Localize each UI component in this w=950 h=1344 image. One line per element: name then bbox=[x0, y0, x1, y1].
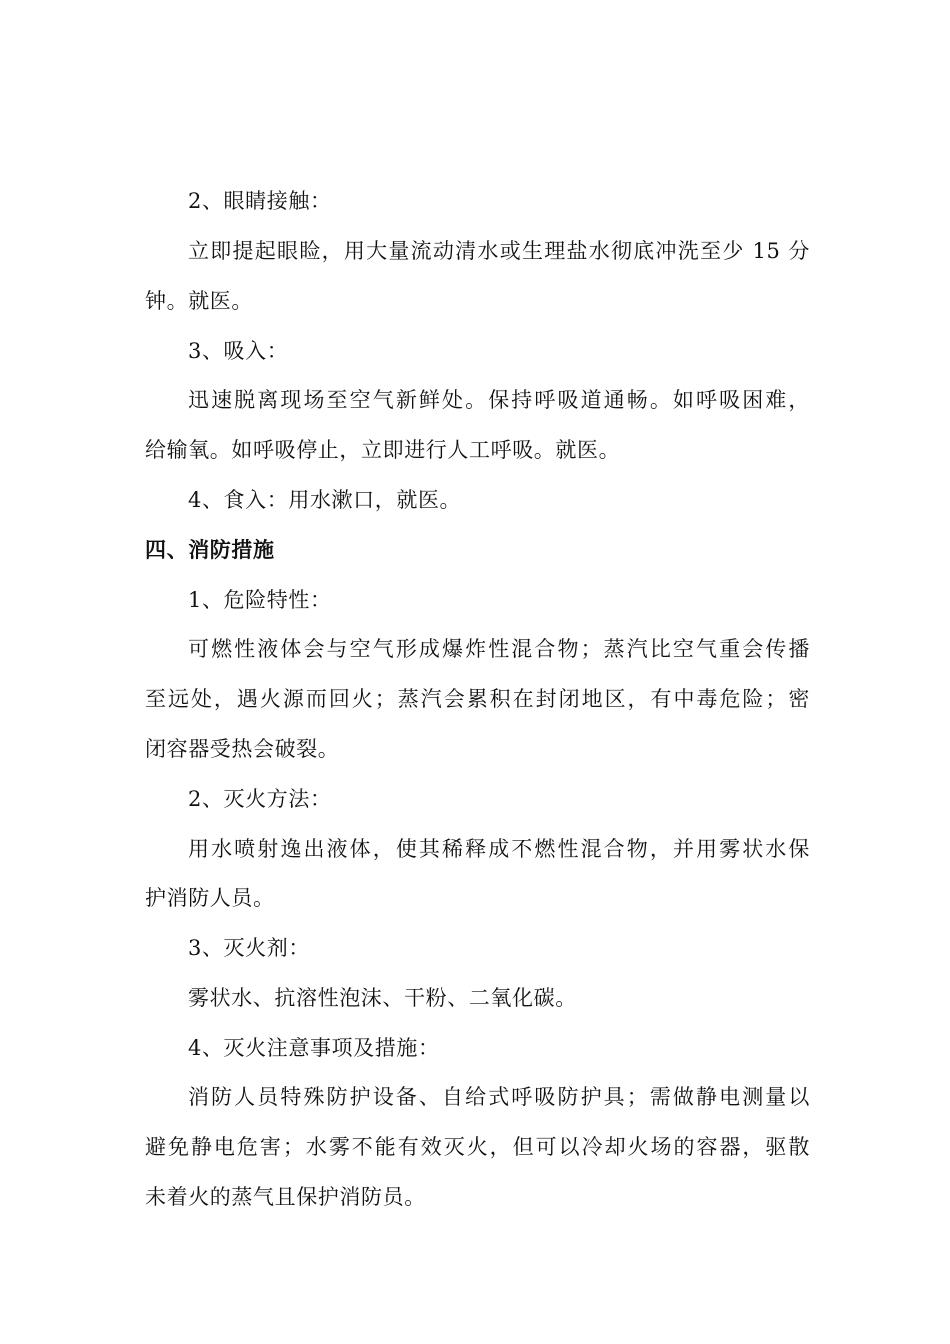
fire-notes-text-line-1: 消防人员特殊防护设备、自给式呼吸防护具；需做静电测量以 bbox=[188, 1085, 810, 1109]
extinguish-method-text-line-2: 护消防人员。 bbox=[145, 886, 275, 910]
hazard-text-line-1: 可燃性液体会与空气形成爆炸性混合物；蒸汽比空气重会传播 bbox=[188, 637, 810, 661]
extinguishing-agent-title: 3、灭火剂： bbox=[188, 936, 310, 960]
hazard-text-line-3: 闭容器受热会破裂。 bbox=[145, 737, 340, 761]
hazard-text-line-2: 至远处，遇火源而回火；蒸汽会累积在封闭地区，有中毒危险；密 bbox=[145, 687, 810, 711]
inhalation-text-line-2: 给输氧。如呼吸停止，立即进行人工呼吸。就医。 bbox=[145, 438, 621, 462]
extinguishing-agent-text: 雾状水、抗溶性泡沫、干粉、二氧化碳。 bbox=[188, 986, 577, 1010]
eye-contact-title: 2、眼睛接触： bbox=[188, 189, 332, 213]
fire-notes-text-line-3: 未着火的蒸气且保护消防员。 bbox=[145, 1185, 426, 1209]
extinguish-method-text-line-1: 用水喷射逸出液体，使其稀释成不燃性混合物，并用雾状水保 bbox=[188, 837, 810, 861]
fire-notes-title: 4、灭火注意事项及措施： bbox=[188, 1036, 440, 1060]
fire-measures-heading: 四、消防措施 bbox=[145, 538, 275, 562]
ingestion-text: 4、食入：用水漱口，就医。 bbox=[188, 488, 462, 512]
eye-contact-text-line-2: 钟。就医。 bbox=[145, 289, 253, 313]
hazard-title: 1、危险特性： bbox=[188, 588, 332, 612]
inhalation-text-line-1: 迅速脱离现场至空气新鲜处。保持呼吸道通畅。如呼吸困难， bbox=[188, 388, 810, 412]
fire-notes-text-line-2: 避免静电危害；水雾不能有效灭火，但可以冷却火场的容器，驱散 bbox=[145, 1135, 810, 1159]
extinguish-method-title: 2、灭火方法： bbox=[188, 787, 332, 811]
inhalation-title: 3、吸入： bbox=[188, 339, 289, 363]
eye-contact-text-line-1: 立即提起眼睑，用大量流动清水或生理盐水彻底冲洗至少 15 分 bbox=[188, 239, 810, 263]
